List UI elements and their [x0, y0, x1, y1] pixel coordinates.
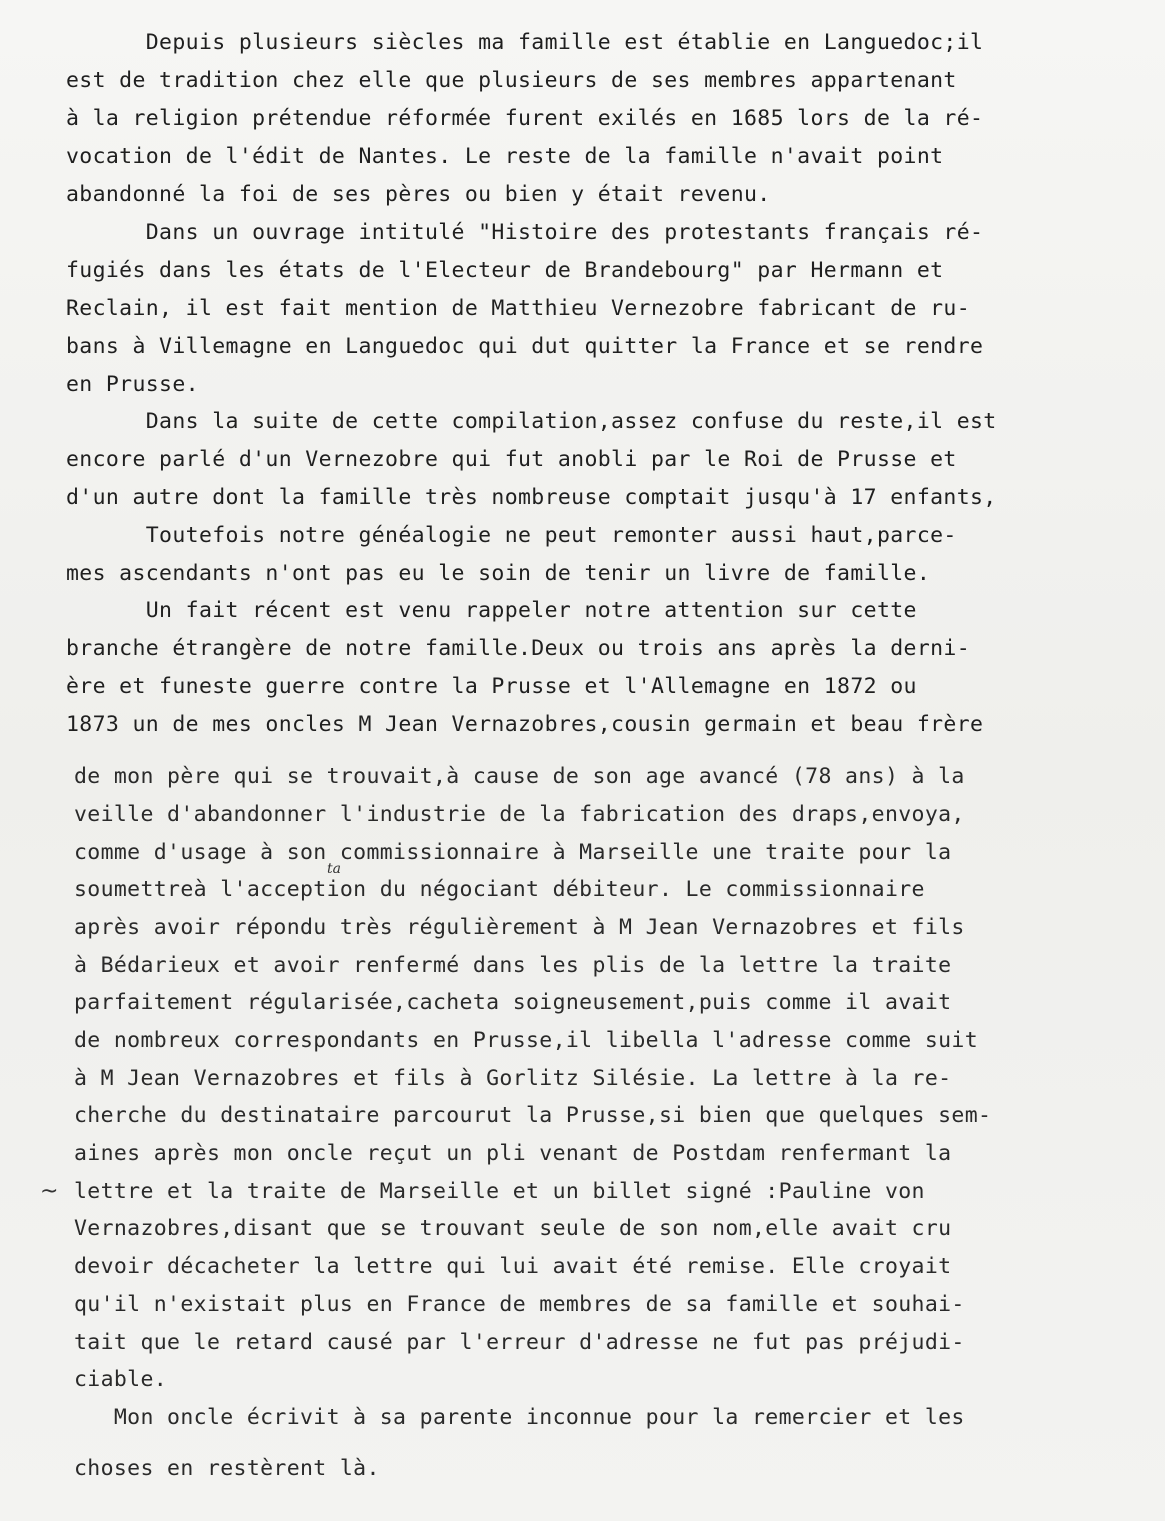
text-line: est de tradition chez elle que plusieurs de ses membres appartenant: [66, 68, 957, 93]
text-line: à la religion prétendue réformée furent exilés en 1685 lors de la ré-: [66, 106, 984, 131]
text-line: Dans un ouvrage intitulé "Histoire des protestants français ré-: [66, 220, 984, 245]
text-line: Reclain, il est fait mention de Matthieu Vernezobre fabricant de ru-: [66, 296, 970, 321]
text-line: Depuis plusieurs siècles ma famille est établie en Languedoc;il: [66, 30, 984, 55]
text-line: ciable.: [74, 1367, 168, 1392]
text-line: à M Jean Vernazobres et fils à Gorlitz Silésie. La lettre à la re-: [74, 1066, 952, 1091]
text-line: vocation de l'édit de Nantes. Le reste de la famille n'avait point: [66, 144, 944, 169]
text-line: veille d'abandonner l'industrie de la fabrication des draps,envoya,: [74, 802, 965, 827]
text-line: soumettreà l'acception du négociant débiteur. Le commissionnaire: [74, 877, 925, 902]
text-line: aines après mon oncle reçut un pli venant de Postdam renfermant la: [74, 1141, 952, 1166]
text-line: de nombreux correspondants en Prusse,il libella l'adresse comme suit: [74, 1028, 978, 1053]
text-line: en Prusse.: [66, 372, 199, 397]
text-line: ère et funeste guerre contre la Prusse et l'Allemagne en 1872 ou: [66, 674, 917, 699]
text-line: à Bédarieux et avoir renfermé dans les plis de la lettre la traite: [74, 953, 952, 978]
text-line: Vernazobres,disant que se trouvant seule de son nom,elle avait cru: [74, 1216, 952, 1241]
text-line: 1873 un de mes oncles M Jean Vernazobres,cousin germain et beau frère: [66, 712, 984, 737]
margin-mark: ~: [40, 1179, 59, 1204]
text-line: comme d'usage à son commissionnaire à Marseille une traite pour la: [74, 840, 952, 865]
text-line: bans à Villemagne en Languedoc qui dut quitter la France et se rendre: [66, 334, 984, 359]
text-line: parfaitement régularisée,cacheta soigneusement,puis comme il avait: [74, 990, 952, 1015]
text-line: tait que le retard causé par l'erreur d'adresse ne fut pas préjudi-: [74, 1330, 965, 1355]
text-line: encore parlé d'un Vernezobre qui fut anobli par le Roi de Prusse et: [66, 447, 957, 472]
text-line: lettre et la traite de Marseille et un billet signé :Pauline von: [74, 1179, 925, 1204]
text-line: d'un autre dont la famille très nombreuse comptait jusqu'à 17 enfants,: [66, 485, 997, 510]
text-line: après avoir répondu très régulièrement à M Jean Vernazobres et fils: [74, 915, 965, 940]
text-line: Dans la suite de cette compilation,assez confuse du reste,il est: [66, 409, 997, 434]
text-line: cherche du destinataire parcourut la Prusse,si bien que quelques sem-: [74, 1103, 992, 1128]
handwritten-correction: ta: [327, 861, 341, 877]
text-line: qu'il n'existait plus en France de membres de sa famille et souhai-: [74, 1292, 965, 1317]
text-line: fugiés dans les états de l'Electeur de Brandebourg" par Hermann et: [66, 258, 944, 283]
text-line: Un fait récent est venu rappeler notre attention sur cette: [66, 598, 917, 623]
text-line: Toutefois notre généalogie ne peut remonter aussi haut,parce-: [66, 523, 957, 548]
text-line: branche étrangère de notre famille.Deux ou trois ans après la derni-: [66, 636, 970, 661]
text-line: abandonné la foi de ses pères ou bien y était revenu.: [66, 182, 771, 207]
text-line: Mon oncle écrivit à sa parente inconnue pour la remercier et les: [74, 1405, 965, 1430]
text-line: de mon père qui se trouvait,à cause de son age avancé (78 ans) à la: [74, 764, 965, 789]
text-line: mes ascendants n'ont pas eu le soin de tenir un livre de famille.: [66, 561, 931, 586]
text-line: devoir décacheter la lettre qui lui avait été remise. Elle croyait: [74, 1254, 952, 1279]
text-line: choses en restèrent là.: [74, 1456, 380, 1481]
